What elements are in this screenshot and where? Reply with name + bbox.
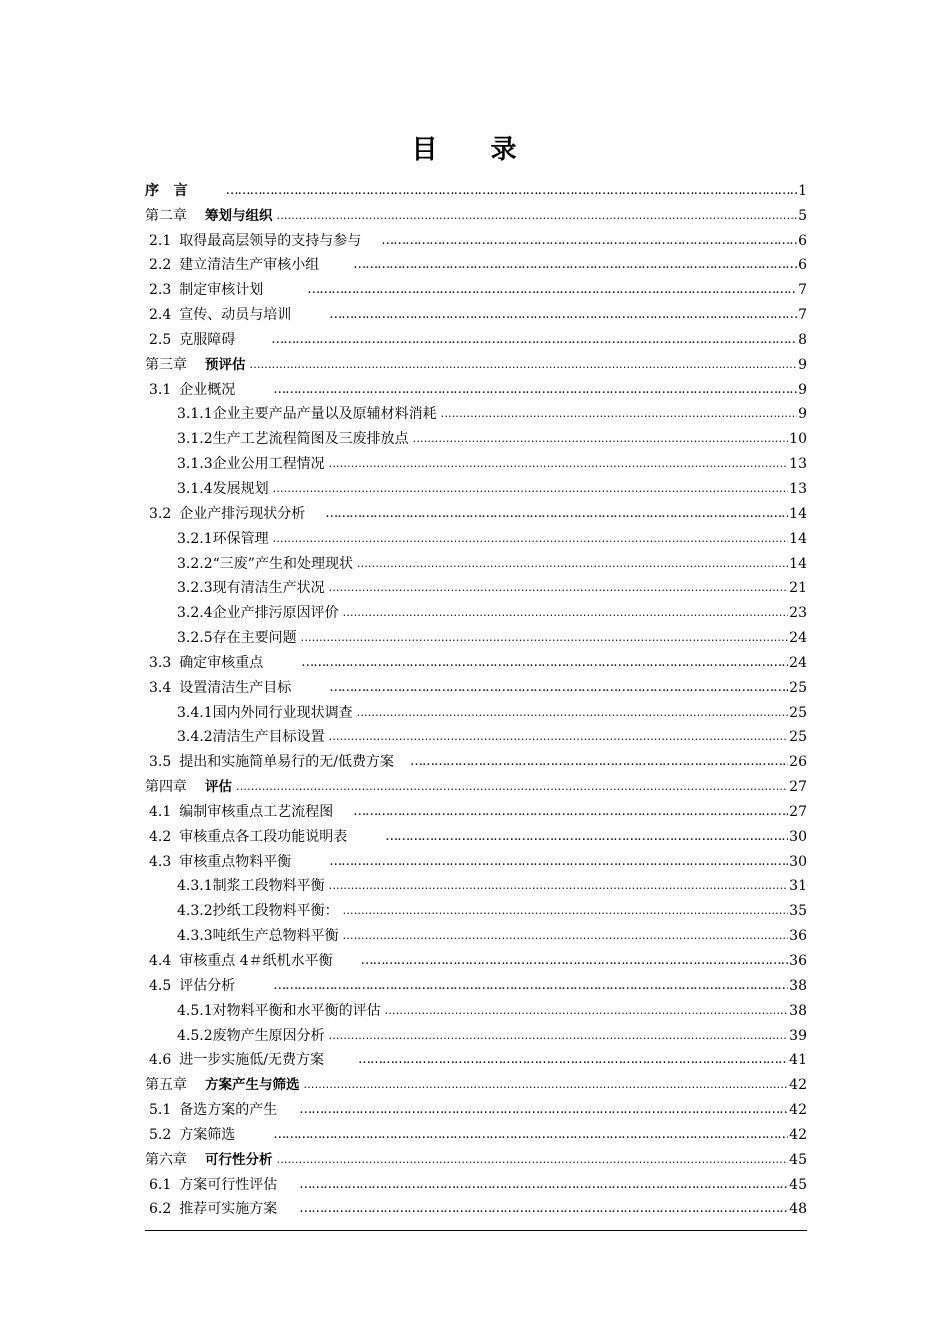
toc-page-number: 6 [798, 257, 807, 274]
toc-entry[interactable] [145, 796, 807, 821]
dot-leader [329, 1027, 789, 1045]
toc-entry-label: 企业产排污原因评价 [212, 605, 339, 622]
toc-entry-title [145, 356, 250, 374]
toc-entry-title [149, 256, 323, 274]
toc-entry[interactable] [145, 647, 807, 672]
toc-entry-title [149, 1176, 281, 1194]
toc-entry[interactable] [145, 1169, 807, 1194]
toc-entry-title [149, 654, 267, 672]
toc-entry[interactable] [145, 1020, 807, 1045]
toc-entry-title [177, 430, 413, 448]
dot-leader [343, 927, 789, 945]
toc-entry[interactable] [145, 423, 807, 448]
toc-entry-number: 4.3.1 [177, 878, 213, 895]
toc-entry-title [149, 1051, 328, 1069]
toc-entry-number: 3.4 [149, 679, 172, 696]
toc-entry-label: 方案可行性评估 [179, 1176, 278, 1193]
toc-entry[interactable] [145, 1069, 807, 1094]
dot-leader [277, 207, 798, 225]
toc-page-number: 36 [789, 953, 807, 969]
toc-entry-label: 确定审核重点 [179, 654, 264, 671]
toc-entry-number: 4.5.2 [177, 1027, 213, 1044]
toc-page-number: 8 [798, 331, 807, 348]
toc-entry-title [149, 381, 239, 399]
toc-entry-title [177, 530, 273, 548]
toc-page-number: 42 [789, 1126, 807, 1143]
dot-leader [329, 455, 789, 473]
toc-entry-number: 4.5.1 [177, 1002, 213, 1019]
toc-entry-number: 3.1.1 [177, 406, 213, 423]
toc-entry[interactable] [145, 498, 807, 523]
toc-entry[interactable] [145, 697, 807, 722]
dot-leader [329, 728, 789, 746]
toc-entry-label: 制定审核计划 [179, 282, 264, 299]
dot-leader [273, 480, 789, 498]
dot-leader [343, 604, 789, 622]
dot-leader [329, 579, 789, 597]
toc-entry-label: 审核重点各工段功能说明表 [179, 828, 348, 845]
toc-entry-number: 3.2.3 [177, 580, 213, 597]
toc-entry-label: 筹划与组织 [205, 207, 273, 224]
toc-entry[interactable] [145, 250, 807, 275]
toc-entry-title [149, 1101, 281, 1119]
toc-entry-title [149, 1200, 281, 1218]
dot-leader [299, 1101, 788, 1119]
toc-page-number: 7 [798, 282, 807, 299]
toc-entry-label: 废物产生原因分析 [212, 1027, 325, 1044]
toc-page-number: 14 [789, 555, 807, 572]
toc-entry-title [149, 952, 337, 970]
toc-entry[interactable] [145, 746, 807, 771]
toc-page-number: 27 [789, 779, 807, 796]
dot-leader [277, 1151, 789, 1169]
toc-page-number: 42 [789, 1102, 807, 1119]
toc-entry-title [177, 1027, 329, 1045]
toc-entry-number: 4.4 [149, 953, 172, 969]
toc-entry-number: 3.4.2 [177, 729, 213, 746]
toc-entry[interactable] [145, 597, 807, 622]
toc-entry-number: 3.1.4 [177, 480, 213, 497]
dot-leader [325, 505, 788, 523]
toc-entry-label: 宣传、动员与培训 [179, 307, 292, 324]
toc-page-number: 24 [789, 654, 807, 671]
toc-entry-number: 第二章 [145, 207, 187, 224]
toc-entry[interactable] [145, 299, 807, 324]
toc-page-number: 45 [789, 1151, 807, 1168]
toc-entry-label: 企业产排污现状分析 [179, 505, 306, 522]
toc-entry[interactable] [145, 1144, 807, 1169]
dot-leader [410, 753, 788, 771]
dot-leader [358, 1051, 788, 1069]
toc-entry[interactable] [145, 970, 807, 995]
toc-page-number: 38 [789, 977, 807, 994]
toc-entry-number: 3.2.2 [177, 555, 213, 572]
toc-entry[interactable] [145, 895, 807, 920]
toc-entry-number: 4.5 [149, 977, 172, 994]
toc-entry-label: 进一步实施低/无费方案 [179, 1052, 324, 1069]
toc-entry-label: 建立清洁生产审核小组 [179, 257, 320, 274]
toc-entry[interactable] [145, 920, 807, 945]
dot-leader [381, 232, 797, 250]
toc-entry-title [177, 480, 273, 498]
toc-entry-number: 第四章 [145, 779, 187, 796]
toc-entry-title [149, 753, 398, 771]
toc-entry-title [177, 927, 343, 945]
bottom-rule [145, 1230, 807, 1231]
toc-entry-title [177, 1002, 385, 1020]
dot-leader [441, 405, 797, 423]
toc-entry[interactable] [145, 225, 807, 250]
dot-leader [385, 1002, 789, 1020]
toc-entry-title [177, 877, 329, 895]
toc-entry-title [145, 1076, 304, 1094]
toc-page-number: 27 [789, 803, 807, 820]
toc-entry-number: 4.3.2 [177, 903, 213, 920]
toc-entry[interactable] [145, 821, 807, 846]
toc-page-number: 14 [789, 505, 807, 522]
toc-entry-number: 3.2 [149, 505, 172, 522]
dot-leader [299, 1176, 788, 1194]
toc-page-number: 36 [789, 928, 807, 945]
toc-entry-title [145, 207, 277, 225]
toc-page-number: 42 [789, 1077, 807, 1094]
toc-entry-number: 5.2 [149, 1126, 172, 1143]
page-title: 目 录 [411, 135, 539, 165]
dot-leader [307, 281, 797, 299]
toc-page-number: 25 [789, 704, 807, 721]
toc-page-number: 13 [789, 456, 807, 473]
toc-entry-title [177, 902, 343, 920]
toc-entry-number: 3.2.4 [177, 605, 213, 622]
toc-entry-label: 吨纸生产总物料平衡 [212, 928, 339, 945]
toc-page-number: 35 [789, 903, 807, 920]
toc-entry-title [177, 455, 329, 473]
toc-page-number: 25 [789, 679, 807, 696]
toc-entry-label: “三废”产生和处理现状 [212, 555, 353, 572]
toc-entry-label: 国内外同行业现状调查 [212, 704, 353, 721]
toc-entry-label: 提出和实施简单易行的无/低费方案 [179, 754, 394, 771]
toc-entry-label: 评估 [205, 779, 232, 796]
toc-page-number: 13 [789, 480, 807, 497]
toc-entry-label: 生产工艺流程简图及三废排放点 [212, 431, 409, 448]
toc-entry-title [177, 604, 343, 622]
toc-entry-number: 2.3 [149, 282, 172, 299]
dot-leader [357, 704, 789, 722]
dot-leader [236, 778, 788, 796]
toc-entry[interactable] [145, 1194, 807, 1219]
dot-leader [304, 1076, 789, 1094]
toc-entry[interactable] [145, 573, 807, 598]
toc-entry-number: 4.1 [149, 803, 172, 820]
toc-entry-label: 审核重点物料平衡 [179, 853, 292, 870]
toc-page-number: 41 [789, 1052, 807, 1069]
toc-entry-title [149, 281, 267, 299]
table-of-contents [145, 175, 807, 1218]
dot-leader [250, 356, 798, 374]
toc-page-number: 5 [798, 207, 807, 224]
toc-entry[interactable] [145, 548, 807, 573]
dot-leader [329, 877, 789, 895]
toc-entry[interactable] [145, 672, 807, 697]
toc-entry-label: 现有清洁生产状况 [212, 580, 325, 597]
toc-entry-label: 取得最高层领导的支持与参与 [179, 232, 362, 249]
toc-entry-number: 5.1 [149, 1102, 172, 1119]
toc-entry[interactable] [145, 399, 807, 424]
toc-entry-number: 6.2 [149, 1201, 172, 1218]
toc-entry-title [177, 555, 357, 573]
toc-entry-label: 抄纸工段物料平衡： [212, 903, 339, 920]
toc-entry-label: 发展规划 [212, 480, 269, 497]
dot-leader [273, 977, 788, 995]
toc-page-number: 30 [789, 828, 807, 845]
toc-entry[interactable] [145, 200, 807, 225]
toc-page-number: 14 [789, 530, 807, 547]
toc-entry-number: 6.1 [149, 1176, 172, 1193]
toc-page-number: 31 [789, 878, 807, 895]
dot-leader [329, 853, 788, 871]
toc-entry[interactable] [145, 1094, 807, 1119]
toc-entry-number: 第六章 [145, 1151, 187, 1168]
dot-leader [413, 430, 789, 448]
toc-entry[interactable] [145, 622, 807, 647]
toc-entry[interactable] [145, 722, 807, 747]
toc-entry-number: 3.2.5 [177, 630, 213, 647]
dot-leader [299, 1200, 788, 1218]
toc-entry[interactable] [145, 349, 807, 374]
toc-page-number: 1 [798, 182, 807, 199]
toc-entry-number: 3.1 [149, 381, 172, 398]
toc-entry-label: 环保管理 [212, 530, 269, 547]
toc-entry-number: 4.3 [149, 853, 172, 870]
toc-page-number: 38 [789, 1002, 807, 1019]
toc-entry[interactable] [145, 1045, 807, 1070]
toc-page-number: 39 [789, 1027, 807, 1044]
toc-entry-title [149, 853, 295, 871]
toc-page-number: 9 [798, 406, 807, 423]
toc-entry-title [145, 778, 236, 796]
toc-entry-number: 3.5 [149, 754, 172, 771]
toc-entry[interactable] [145, 448, 807, 473]
toc-entry-title [149, 331, 239, 349]
dot-leader [361, 952, 789, 970]
toc-page-number: 25 [789, 729, 807, 746]
toc-entry-label: 方案筛选 [179, 1126, 236, 1143]
toc-entry-number: 4.2 [149, 828, 172, 845]
toc-entry-title [177, 704, 357, 722]
dot-leader [329, 679, 788, 697]
toc-entry[interactable] [145, 1119, 807, 1144]
toc-entry-title [149, 1126, 239, 1144]
toc-entry-number: 3.3 [149, 654, 172, 671]
toc-entry-number: 4.3.3 [177, 928, 213, 945]
toc-entry-number: 3.1.3 [177, 456, 213, 473]
dot-leader [301, 654, 788, 672]
toc-entry-label: 备选方案的产生 [179, 1102, 278, 1119]
toc-entry-label: 存在主要问题 [212, 630, 297, 647]
toc-entry-number: 3.4.1 [177, 704, 213, 721]
toc-entry-number: 2.5 [149, 331, 172, 348]
toc-entry-number: 3.1.2 [177, 431, 213, 448]
dot-leader [271, 331, 797, 349]
toc-entry-title [149, 803, 337, 821]
toc-page-number: 23 [789, 605, 807, 622]
toc-entry-number: 3.2.1 [177, 530, 213, 547]
toc-entry-label: 预评估 [205, 356, 246, 373]
toc-entry-title [177, 728, 329, 746]
toc-entry-label: 方案产生与筛选 [205, 1077, 300, 1094]
toc-entry-number: 4.6 [149, 1052, 172, 1069]
toc-entry[interactable] [145, 771, 807, 796]
toc-page-number: 10 [789, 431, 807, 448]
dot-leader [273, 1126, 788, 1144]
toc-entry-title [177, 579, 329, 597]
toc-entry-number: 2.2 [149, 257, 172, 274]
toc-entry-number: 2.1 [149, 232, 172, 249]
toc-entry-label: 清洁生产目标设置 [212, 729, 325, 746]
dot-leader [385, 828, 788, 846]
dot-leader [301, 629, 789, 647]
toc-entry-title [149, 232, 365, 250]
toc-entry-title [145, 1151, 277, 1169]
dot-leader [273, 381, 797, 399]
toc-entry[interactable] [145, 945, 807, 970]
toc-entry-label: 企业公用工程情况 [212, 456, 325, 473]
toc-entry-number: 第五章 [145, 1077, 187, 1094]
toc-entry[interactable] [145, 523, 807, 548]
toc-entry[interactable] [145, 374, 807, 399]
toc-entry-label: 可行性分析 [205, 1151, 273, 1168]
toc-entry-label: 企业概况 [179, 381, 236, 398]
dot-leader [329, 306, 797, 324]
toc-page-number: 45 [789, 1176, 807, 1193]
toc-entry-label: 推荐可实施方案 [179, 1201, 278, 1218]
toc-entry-title [149, 306, 295, 324]
toc-entry[interactable] [145, 175, 807, 200]
dot-leader [226, 182, 797, 200]
toc-entry-number: 第三章 [145, 356, 187, 373]
dot-leader [273, 530, 789, 548]
toc-entry-title [149, 679, 295, 697]
toc-entry[interactable] [145, 473, 807, 498]
toc-entry-label: 制浆工段物料平衡 [212, 878, 325, 895]
toc-page-number: 24 [789, 630, 807, 647]
toc-entry-label: 企业主要产品产量以及原辅材料消耗 [212, 406, 437, 423]
toc-entry[interactable] [145, 846, 807, 871]
toc-page-number: 7 [798, 307, 807, 324]
toc-page-number: 6 [798, 232, 807, 249]
dot-leader [353, 803, 788, 821]
toc-entry-label: 编制审核重点工艺流程图 [179, 803, 334, 820]
toc-entry-label: 审核重点 4＃纸机水平衡 [179, 953, 333, 969]
toc-entry-number: 2.4 [149, 307, 172, 324]
toc-entry-label: 设置清洁生产目标 [179, 679, 292, 696]
toc-entry-title [177, 405, 441, 423]
toc-entry-title [149, 505, 309, 523]
dot-leader [353, 256, 797, 274]
toc-entry-number: 序 言 [145, 182, 188, 199]
toc-page-number: 21 [789, 580, 807, 597]
toc-entry-label: 评估分析 [179, 977, 236, 994]
toc-entry[interactable] [145, 274, 807, 299]
dot-leader [343, 902, 789, 920]
toc-entry-title [149, 977, 239, 995]
dot-leader [357, 555, 788, 573]
toc-page-number: 9 [798, 381, 807, 398]
toc-entry[interactable] [145, 871, 807, 896]
toc-entry-title [149, 828, 351, 846]
toc-page-number: 9 [798, 356, 807, 373]
toc-page-number: 26 [789, 754, 807, 771]
toc-entry[interactable] [145, 324, 807, 349]
toc-entry-label: 克服障碍 [179, 331, 236, 348]
toc-entry-title [177, 629, 301, 647]
toc-page-number: 48 [789, 1201, 807, 1218]
toc-entry-label: 对物料平衡和水平衡的评估 [212, 1002, 381, 1019]
toc-page-number: 30 [789, 853, 807, 870]
toc-entry[interactable] [145, 995, 807, 1020]
toc-entry-title [145, 182, 192, 200]
